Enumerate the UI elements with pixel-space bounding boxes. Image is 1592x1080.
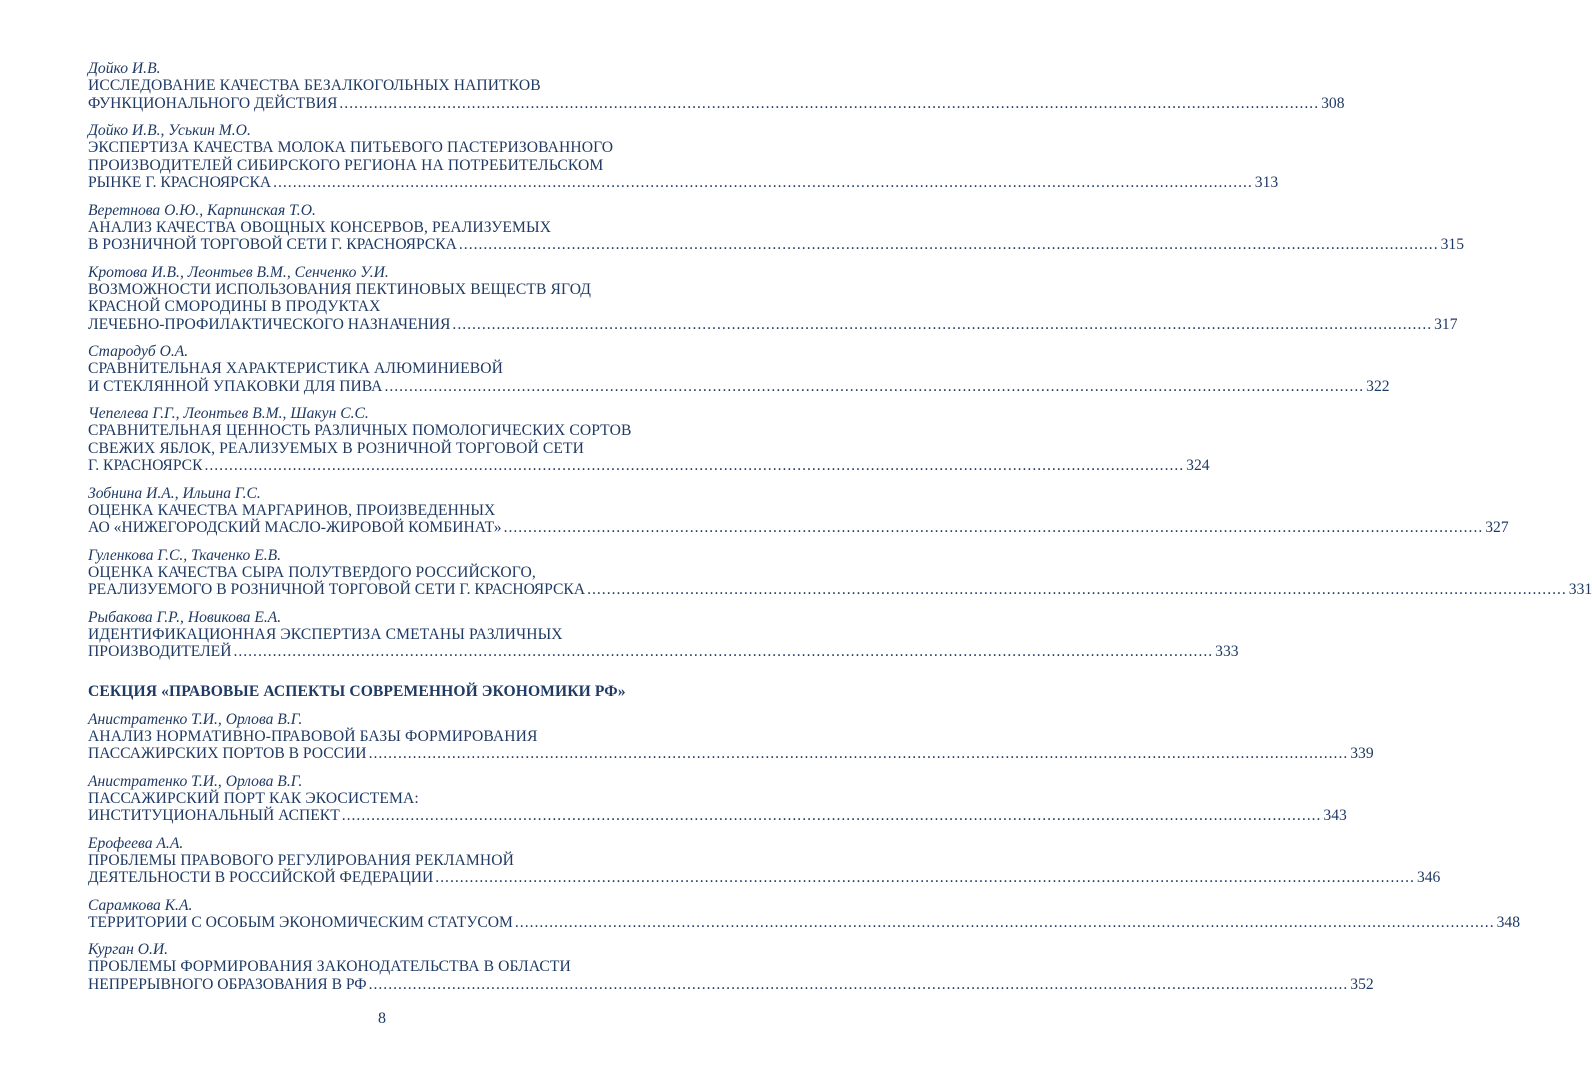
entry-page-number: 322 xyxy=(1366,377,1390,395)
entry-title-line: ЭКСПЕРТИЗА КАЧЕСТВА МОЛОКА ПИТЬЕВОГО ПАСТЕРИЗОВАННОГО xyxy=(88,139,614,156)
entry-title-line: ЛЕЧЕБНО-ПРОФИЛАКТИЧЕСКОГО НАЗНАЧЕНИЯ xyxy=(88,315,451,333)
entry-page-number: 317 xyxy=(1434,315,1458,333)
dot-leader: ........................................................................................................................................................................................................ xyxy=(273,174,1253,191)
entry-authors: Гуленкова Г.С., Ткаченко Е.В. xyxy=(88,546,282,564)
entry-title-line: ИНСТИТУЦИОНАЛЬНЫЙ АСПЕКТ xyxy=(88,807,340,824)
toc-entry[interactable] xyxy=(88,546,1592,599)
entry-title-last-line xyxy=(88,315,1458,334)
entry-title-last-line xyxy=(88,745,1374,763)
entry-title-line: ОЦЕНКА КАЧЕСТВА МАРГАРИНОВ, ПРОИЗВЕДЕННЫХ xyxy=(88,501,496,519)
entry-title-line: ПАССАЖИРСКИХ ПОРТОВ В РОССИИ xyxy=(88,745,367,762)
entry-title-line: СВЕЖИХ ЯБЛОК, РЕАЛИЗУЕМЫХ В РОЗНИЧНОЙ ТОРГОВОЙ СЕТИ xyxy=(88,439,584,457)
entry-title-line: СРАВНИТЕЛЬНАЯ ХАРАКТЕРИСТИКА АЛЮМИНИЕВОЙ xyxy=(88,360,504,377)
toc-entry[interactable] xyxy=(88,405,1210,475)
entry-title-line: ИДЕНТИФИКАЦИОННАЯ ЭКСПЕРТИЗА СМЕТАНЫ РАЗЛИЧНЫХ xyxy=(88,625,563,643)
entry-title-line: АНАЛИЗ КАЧЕСТВА ОВОЩНЫХ КОНСЕРВОВ, РЕАЛИЗУЕМЫХ xyxy=(88,218,552,236)
section-heading: СЕКЦИЯ «ПРАВОВЫЕ АСПЕКТЫ СОВРЕМЕННОЙ ЭКОНОМИКИ РФ» xyxy=(88,682,626,700)
entry-title-line: ПРОИЗВОДИТЕЛЕЙ xyxy=(88,643,232,660)
entry-title-last-line xyxy=(88,869,1441,887)
entry-page-number: 313 xyxy=(1254,174,1279,191)
toc-entry[interactable] xyxy=(88,772,1347,825)
dot-leader: ........................................................................................................................................................................................................ xyxy=(514,913,1495,931)
entry-authors: Рыбакова Г.Р., Новикова Е.А. xyxy=(88,608,282,626)
dot-leader: ........................................................................................................................................................................................................ xyxy=(452,315,1433,333)
entry-authors: Стародуб О.А. xyxy=(88,343,189,360)
entry-title-line: НЕПРЕРЫВНОГО ОБРАЗОВАНИЯ В РФ xyxy=(88,975,367,993)
entry-authors: Зобнина И.А., Ильина Г.С. xyxy=(88,484,261,502)
entry-title-line: АНАЛИЗ НОРМАТИВНО-ПРАВОВОЙ БАЗЫ ФОРМИРОВАНИЯ xyxy=(88,727,538,745)
entry-authors: Ерофеева А.А. xyxy=(88,834,184,852)
entry-authors: Чепелева Г.Г., Леонтьев В.М., Шакун С.С. xyxy=(88,405,369,422)
entry-title-last-line xyxy=(88,581,1592,599)
dot-leader: ........................................................................................................................................................................................................ xyxy=(233,643,1214,660)
entry-title-last-line xyxy=(88,457,1210,475)
toc-entry[interactable] xyxy=(88,896,1520,932)
dot-leader: ........................................................................................................................................................................................................ xyxy=(368,745,1349,762)
entry-title-last-line xyxy=(88,236,1464,254)
entry-page-number: 324 xyxy=(1186,457,1210,474)
entry-title-last-line xyxy=(88,807,1347,825)
toc-entry[interactable] xyxy=(88,608,1239,661)
entry-title-line: ПРОБЛЕМЫ ФОРМИРОВАНИЯ ЗАКОНОДАТЕЛЬСТВА В ОБЛАСТИ xyxy=(88,958,571,975)
entry-title-line: ТЕРРИТОРИИ С ОСОБЫМ ЭКОНОМИЧЕСКИМ СТАТУСОМ xyxy=(88,913,513,931)
entry-title-line: РЫНКЕ Г. КРАСНОЯРСКА xyxy=(88,174,272,191)
entry-authors: Анистратенко Т.И., Орлова В.Г. xyxy=(88,710,303,728)
entry-title-last-line xyxy=(88,519,1509,537)
toc-entry[interactable] xyxy=(88,941,1374,993)
toc-entry[interactable] xyxy=(88,201,1464,254)
dot-leader: ........................................................................................................................................................................................................ xyxy=(384,377,1365,395)
toc-entry[interactable] xyxy=(88,834,1441,887)
entry-title-last-line xyxy=(88,975,1374,994)
dot-leader: ........................................................................................................................................................................................................ xyxy=(587,581,1567,598)
toc-entry[interactable] xyxy=(88,122,1279,192)
dot-leader: ........................................................................................................................................................................................................ xyxy=(368,975,1349,993)
entry-page-number: 331 xyxy=(1568,581,1592,598)
entry-title-last-line xyxy=(88,174,1279,192)
toc-entry[interactable] xyxy=(88,484,1509,537)
entry-authors: Кротова И.В., Леонтьев В.М., Сенченко У.И. xyxy=(88,263,389,281)
entry-page-number: 308 xyxy=(1321,94,1345,112)
entry-title-line: СРАВНИТЕЛЬНАЯ ЦЕННОСТЬ РАЗЛИЧНЫХ ПОМОЛОГИЧЕСКИХ СОРТОВ xyxy=(88,422,632,439)
entry-page-number: 343 xyxy=(1323,807,1347,824)
toc-entry[interactable] xyxy=(88,343,1390,395)
entry-title-line: ПРОБЛЕМЫ ПРАВОВОГО РЕГУЛИРОВАНИЯ РЕКЛАМНОЙ xyxy=(88,851,514,869)
entry-page-number: 327 xyxy=(1485,519,1509,536)
dot-leader: ........................................................................................................................................................................................................ xyxy=(339,94,1320,112)
dot-leader: ........................................................................................................................................................................................................ xyxy=(503,519,1484,536)
dot-leader: ........................................................................................................................................................................................................ xyxy=(341,807,1322,824)
toc-group-food-quality xyxy=(88,60,1592,661)
entry-page-number: 315 xyxy=(1440,236,1464,253)
entry-page-number: 339 xyxy=(1350,745,1374,762)
dot-leader: ........................................................................................................................................................................................................ xyxy=(458,236,1439,253)
entry-title-line: ПРОИЗВОДИТЕЛЕЙ СИБИРСКОГО РЕГИОНА НА ПОТРЕБИТЕЛЬСКОМ xyxy=(88,156,604,174)
table-of-contents xyxy=(88,60,1592,1003)
entry-title-line: ВОЗМОЖНОСТИ ИСПОЛЬЗОВАНИЯ ПЕКТИНОВЫХ ВЕЩЕСТВ ЯГОД xyxy=(88,280,592,298)
entry-page-number: 348 xyxy=(1496,913,1520,931)
entry-title-line: РЕАЛИЗУЕМОГО В РОЗНИЧНОЙ ТОРГОВОЙ СЕТИ Г. КРАСНОЯРСКА xyxy=(88,581,586,598)
entry-title-last-line xyxy=(88,94,1345,113)
dot-leader: ........................................................................................................................................................................................................ xyxy=(435,869,1415,886)
toc-entry[interactable] xyxy=(88,710,1374,763)
entry-title-last-line xyxy=(88,913,1520,932)
entry-page-number: 346 xyxy=(1416,869,1441,886)
dot-leader: ........................................................................................................................................................................................................ xyxy=(204,457,1185,474)
entry-title-line: И СТЕКЛЯННОЙ УПАКОВКИ ДЛЯ ПИВА xyxy=(88,377,383,395)
entry-authors: Дойко И.В., Уськин М.О. xyxy=(88,122,251,139)
entry-title-line: ПАССАЖИРСКИЙ ПОРТ КАК ЭКОСИСТЕМА: xyxy=(88,789,419,807)
entry-title-line: В РОЗНИЧНОЙ ТОРГОВОЙ СЕТИ Г. КРАСНОЯРСКА xyxy=(88,236,457,253)
entry-title-last-line xyxy=(88,377,1390,396)
entry-authors: Сарамкова К.А. xyxy=(88,896,193,914)
entry-authors: Курган О.И. xyxy=(88,941,169,958)
entry-authors: Веретнова О.Ю., Карпинская Т.О. xyxy=(88,201,316,219)
page-number: 8 xyxy=(378,1010,386,1027)
entry-title-line: АО «НИЖЕГОРОДСКИЙ МАСЛО-ЖИРОВОЙ КОМБИНАТ» xyxy=(88,519,502,536)
entry-title-last-line xyxy=(88,643,1239,661)
entry-title-line: ДЕЯТЕЛЬНОСТИ В РОССИЙСКОЙ ФЕДЕРАЦИИ xyxy=(88,869,434,886)
toc-entry[interactable] xyxy=(88,263,1458,334)
toc-group-legal-aspects xyxy=(88,710,1520,994)
entry-title-line: ОЦЕНКА КАЧЕСТВА СЫРА ПОЛУТВЕРДОГО РОССИЙСКОГО, xyxy=(88,563,536,581)
entry-title-line: ФУНКЦИОНАЛЬНОГО ДЕЙСТВИЯ xyxy=(88,94,338,112)
entry-title-line: КРАСНОЙ СМОРОДИНЫ В ПРОДУКТАХ xyxy=(88,298,381,315)
entry-title-line: Г. КРАСНОЯРСК xyxy=(88,457,203,474)
toc-entry[interactable] xyxy=(88,60,1345,112)
entry-page-number: 352 xyxy=(1350,975,1374,993)
entry-title-line: ИССЛЕДОВАНИЕ КАЧЕСТВА БЕЗАЛКОГОЛЬНЫХ НАПИТКОВ xyxy=(88,77,541,94)
entry-authors: Анистратенко Т.И., Орлова В.Г. xyxy=(88,772,303,790)
entry-page-number: 333 xyxy=(1215,643,1239,660)
entry-authors: Дойко И.В. xyxy=(88,60,161,77)
